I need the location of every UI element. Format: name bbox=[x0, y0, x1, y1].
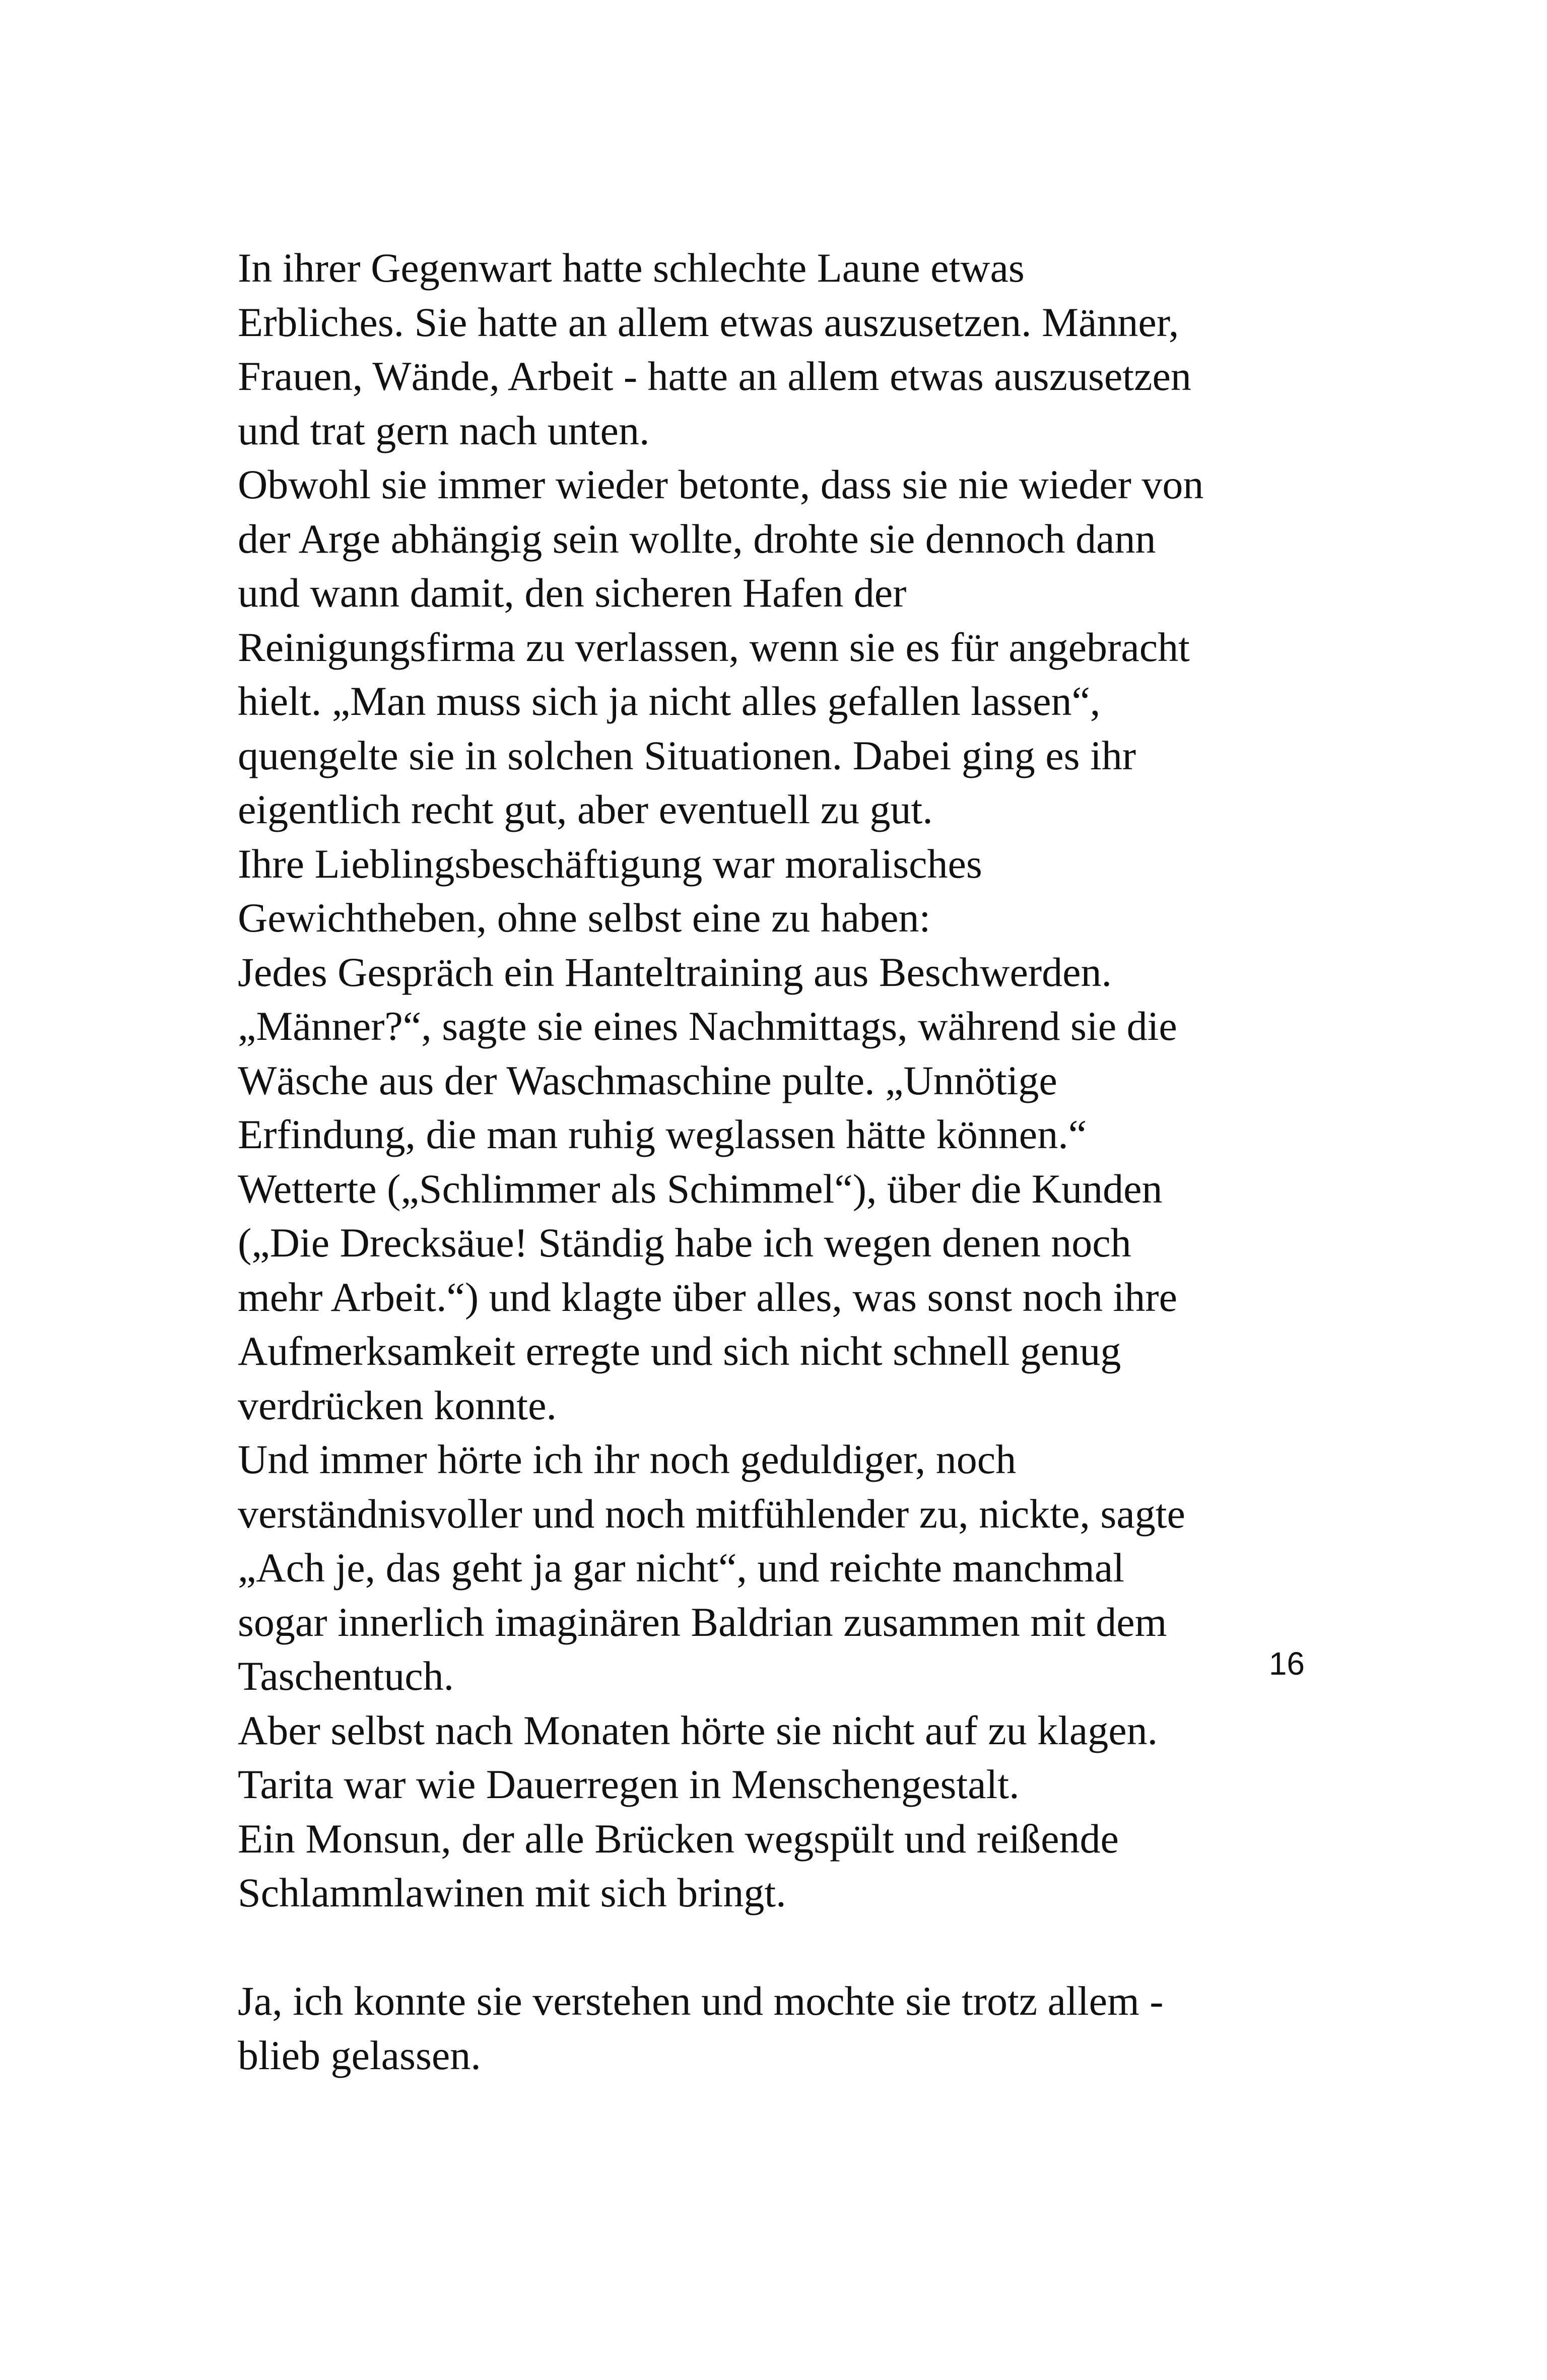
text-line: Wetterte („Schlimmer als Schimmel“), über die Kunden bbox=[238, 1165, 1163, 1212]
text-line: Wäsche aus der Waschmaschine pulte. „Unnötige bbox=[238, 1057, 1057, 1103]
text-line: „Ach je, das geht ja gar nicht“, und reichte manchmal bbox=[238, 1545, 1124, 1591]
text-line: Schlammlawinen mit sich bringt. bbox=[238, 1870, 786, 1915]
text-line: „Männer?“, sagte sie eines Nachmittags, während sie die bbox=[238, 1003, 1177, 1049]
text-line: Erfindung, die man ruhig weglassen hätte können.“ bbox=[238, 1111, 1087, 1157]
text-line: verständnisvoller und noch mitfühlender zu, nickte, sagte bbox=[238, 1490, 1185, 1537]
text-line: Aufmerksamkeit erregte und sich nicht schnell genug bbox=[238, 1328, 1121, 1374]
text-line: Ihre Lieblingsbeschäftigung war moralisches bbox=[238, 840, 982, 887]
text-line: Gewichtheben, ohne selbst eine zu haben: bbox=[238, 895, 931, 941]
page-number: 16 bbox=[1268, 1645, 1305, 1682]
text-line: quengelte sie in solchen Situationen. Dabei ging es ihr bbox=[238, 732, 1136, 778]
text-line: Obwohl sie immer wieder betonte, dass sie nie wieder von bbox=[238, 461, 1204, 507]
text-line: der Arge abhängig sein wollte, drohte sie dennoch dann bbox=[238, 515, 1156, 562]
text-line: eigentlich recht gut, aber eventuell zu gut. bbox=[238, 786, 933, 832]
text-line: („Die Drecksäue! Ständig habe ich wegen denen noch bbox=[238, 1220, 1131, 1266]
text-line: Jedes Gespräch ein Hanteltraining aus Beschwerden. bbox=[238, 949, 1112, 995]
body-text bbox=[238, 241, 1321, 2082]
text-line: In ihrer Gegenwart hatte schlechte Laune etwas bbox=[238, 245, 1025, 291]
closing-line: Ja, ich konnte sie verstehen und mochte sie trotz allem - bbox=[238, 1978, 1164, 2024]
text-line: mehr Arbeit.“) und klagte über alles, was sonst noch ihre bbox=[238, 1274, 1177, 1320]
paragraph-spacer bbox=[238, 1920, 1321, 1974]
text-line: Tarita war wie Dauerregen in Menschengestalt. bbox=[238, 1761, 1020, 1807]
text-line: verdrücken konnte. bbox=[238, 1382, 557, 1428]
text-line: Frauen, Wände, Arbeit - hatte an allem etwas auszusetzen bbox=[238, 353, 1191, 399]
text-line: Und immer hörte ich ihr noch geduldiger, noch bbox=[238, 1436, 1017, 1482]
text-line: und wann damit, den sicheren Hafen der bbox=[238, 570, 907, 616]
text-line: Taschentuch. bbox=[238, 1653, 454, 1699]
text-line: und trat gern nach unten. bbox=[238, 407, 650, 453]
text-line: sogar innerlich imaginären Baldrian zusammen mit dem bbox=[238, 1599, 1167, 1645]
text-line: Aber selbst nach Monaten hörte sie nicht auf zu klagen. bbox=[238, 1707, 1158, 1753]
text-line: Ein Monsun, der alle Brücken wegspült und reißende bbox=[238, 1815, 1119, 1862]
text-line: Reinigungsfirma zu verlassen, wenn sie es für angebracht bbox=[238, 624, 1190, 670]
text-line: hielt. „Man muss sich ja nicht alles gefallen lassen“, bbox=[238, 678, 1101, 724]
closing-line: blieb gelassen. bbox=[238, 2032, 481, 2078]
text-line: Erbliches. Sie hatte an allem etwas auszusetzen. Männer, bbox=[238, 299, 1179, 345]
